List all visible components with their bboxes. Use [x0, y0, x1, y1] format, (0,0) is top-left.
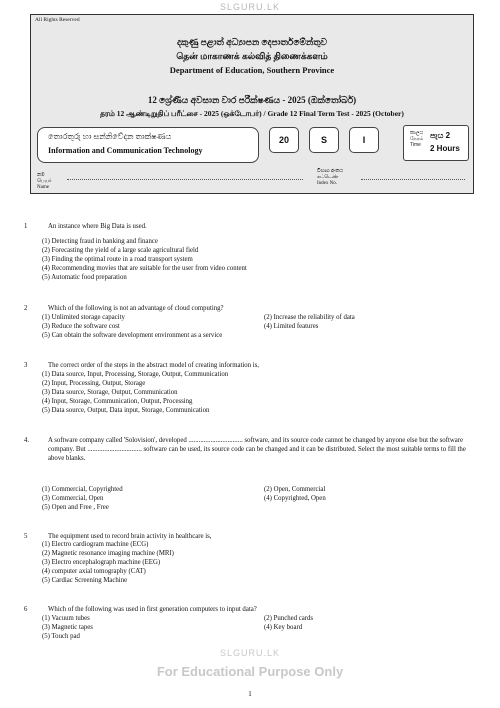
time-english: 2 Hours	[430, 144, 460, 153]
watermark-bottom: SLGURU.LK	[219, 648, 281, 658]
option: (3) Data source, Storage, Output, Communication	[42, 389, 178, 396]
option: (4) Limited features	[264, 323, 319, 330]
option: (5) Cardiac Screening Machine	[42, 577, 128, 584]
rights-notice: All Rights Reserved	[35, 17, 80, 23]
option: (1) Electro cardiogram machine (ECG)	[42, 541, 149, 548]
department-tamil: தென் மாகாணக் கல்வித் திணைக்களம்	[176, 51, 328, 61]
footer-note: For Educational Purpose Only	[156, 664, 344, 679]
time-box	[403, 125, 469, 161]
option: (5) Open and Free , Free	[42, 504, 109, 511]
option: (1) Unlimited storage capacity	[42, 314, 125, 321]
subject-sinhala: තොරතුරු හා සන්නිවේදන තාක්ෂණය	[48, 132, 172, 141]
time-sinhala: පැය 2	[430, 131, 451, 140]
exam-title-english: தரம் 12 ஆண்டிறுதிப் பரீட்சை - 2025 (ஒக்டோபர்) / Grade 12 Final Term Test - 2025 (October)	[100, 109, 404, 118]
exam-header	[30, 14, 474, 194]
option: (5) Data source, Output, Data input, Storage, Communication	[42, 407, 210, 414]
option: (3) Commercial, Open	[42, 495, 104, 502]
subject-box	[37, 127, 259, 163]
subject-code-letter-i: I	[349, 127, 379, 153]
option: (1) Detecting fraud in banking and finance	[42, 238, 158, 245]
subject-code-letter-s: S	[309, 127, 339, 153]
option: (3) Electro encephalograph machine (EEG)	[42, 559, 161, 566]
option: (2) Punched cards	[264, 615, 314, 622]
department-english: Department of Education, Southern Province	[169, 65, 335, 75]
option: (2) Input, Processing, Output, Storage	[42, 380, 146, 387]
exam-title-sinhala: 12 ශ්‍රේණිය අවසාන වාර පරීක්ෂණය - 2025 (ඔක්තෝබර්)	[147, 95, 357, 105]
option: (2) Forecasting the yield of a large scale agricultural field	[42, 247, 199, 254]
time-labels: කාලය நேரம் Time	[410, 130, 424, 148]
option: (1) Data source, Input, Processing, Storage, Output, Communication	[42, 371, 229, 378]
option: (4) Input, Storage, Communication, Output, Processing	[42, 398, 193, 405]
option: (5) Automatic food preparation	[42, 274, 127, 281]
option: (3) Finding the optimal route in a road transport system	[42, 256, 193, 263]
option: (4) Key board	[264, 624, 303, 631]
name-field[interactable]	[67, 179, 303, 180]
subject-code-number: 20	[269, 127, 299, 153]
name-label: නම பெயர் Name	[37, 173, 52, 190]
option: (1) Commercial, Copyrighted	[42, 486, 123, 493]
option: (4) computer axial tomography (CAT)	[42, 568, 146, 575]
option: (5) Can obtain the software development environment as a service	[42, 332, 223, 339]
subject-english: Information and Communication Technology	[48, 146, 203, 155]
option: (3) Reduce the software cost	[42, 323, 120, 330]
option: (3) Magnetic tapes	[42, 624, 93, 631]
index-label: විභාග අංකය சுட்டெண் Index No.	[317, 169, 344, 186]
department-sinhala: දකුණු පළාත් අධ්‍යාපන දෙපාර්තමේන්තුව	[176, 37, 328, 47]
option: (5) Touch pad	[42, 633, 80, 640]
option: (1) Vacuum tubes	[42, 615, 90, 622]
page-number: 1	[248, 690, 252, 698]
option: (2) Magnetic resonance imaging machine (MRI)	[42, 550, 174, 557]
watermark-top: SLGURU.LK	[219, 2, 281, 12]
option: (2) Open, Commercial	[264, 486, 326, 493]
option: (4) Recommending movies that are suitable for the user from video content	[42, 265, 247, 272]
option: (4) Copyrighted, Open	[264, 495, 326, 502]
index-field[interactable]	[361, 179, 465, 180]
option: (2) Increase the reliability of data	[264, 314, 355, 321]
